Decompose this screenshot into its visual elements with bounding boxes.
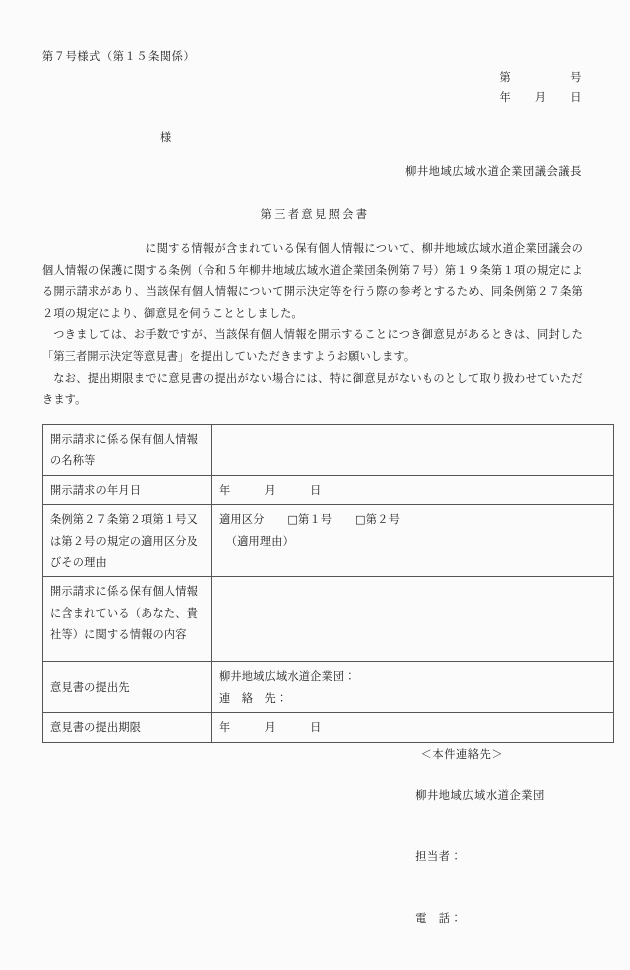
addressee-honorific: 様 xyxy=(160,131,172,144)
applicable-reason-label[interactable]: （適用理由） xyxy=(225,534,295,548)
contact-person-label[interactable]: 担当者： xyxy=(415,850,463,864)
row-value-submission-destination[interactable] xyxy=(212,662,614,713)
row-value-information-name[interactable] xyxy=(212,425,614,476)
table-row xyxy=(43,425,614,476)
applicable-category-checkboxes[interactable]: 適用区分 □第１号 □第２号 xyxy=(219,513,400,527)
row-label-information-name: 開示請求に係る保有個人情報の名称等 xyxy=(43,425,212,476)
document-number-line: 第 号 xyxy=(499,71,582,84)
body-paragraph-1 xyxy=(42,238,583,324)
body-paragraph-1-text: に関する情報が含まれている保有個人情報について、柳井地域広域水道企業団議会の個人情報の保護に関する条例（令和５年柳井地域広域水道企業団条例第７号）第１９条第１項の規定による開示請求があり、当該保有個人情報について開示決定等を行う際の参考とするため、同条例第２７条第２項の規定により、御意見を伺うこととしました。 xyxy=(42,242,583,320)
row-label-applicable-clause: 条例第２７条第２項第１号又は第２号の規定の適用区分及びその理由 xyxy=(43,505,212,577)
submission-contact[interactable]: 連 絡 先： xyxy=(219,691,288,705)
table-row xyxy=(43,577,614,662)
document-date-line: 年 月 日 xyxy=(499,91,582,104)
document-number-and-date xyxy=(499,68,582,108)
contact-phone-label[interactable]: 電 話： xyxy=(415,911,463,925)
inquiry-form-table xyxy=(42,424,614,743)
row-label-information-content: 開示請求に係る保有個人情報に含まれている（あなた、貴社等）に関する情報の内容 xyxy=(43,577,212,662)
contact-block xyxy=(404,725,545,970)
table-row xyxy=(43,475,614,504)
row-value-information-content[interactable] xyxy=(212,577,614,662)
contact-heading: ＜本件連絡先＞ xyxy=(420,748,504,762)
row-value-applicable-clause[interactable] xyxy=(212,505,614,577)
row-value-submission-deadline[interactable]: 年 月 日 xyxy=(212,713,614,742)
row-label-request-date: 開示請求の年月日 xyxy=(43,475,212,504)
row-label-submission-destination: 意見書の提出先 xyxy=(43,662,212,713)
row-label-submission-deadline: 意見書の提出期限 xyxy=(43,713,212,742)
issuer-name: 柳井地域広域水道企業団議会議長 xyxy=(405,165,582,178)
submission-organization: 柳井地域広域水道企業団： xyxy=(219,670,356,684)
contact-organization: 柳井地域広域水道企業団 xyxy=(415,789,545,803)
form-number: 第７号様式（第１５条関係） xyxy=(42,50,196,63)
page-title: 第三者意見照会書 xyxy=(260,208,370,221)
table-row xyxy=(43,505,614,577)
table-row xyxy=(43,662,614,713)
body-paragraph-3: なお、提出期限までに意見書の提出がない場合には、特に御意見がないものとして取り扱わせていただきます。 xyxy=(42,371,583,407)
body-paragraph-2: つきましては、お手数ですが、当該保有個人情報を開示することにつき御意見があるときは、同封した「第三者開示決定等意見書」を提出していただきますようお願いします。 xyxy=(42,328,583,363)
body-text xyxy=(42,238,583,411)
row-value-request-date[interactable]: 年 月 日 xyxy=(212,475,614,504)
